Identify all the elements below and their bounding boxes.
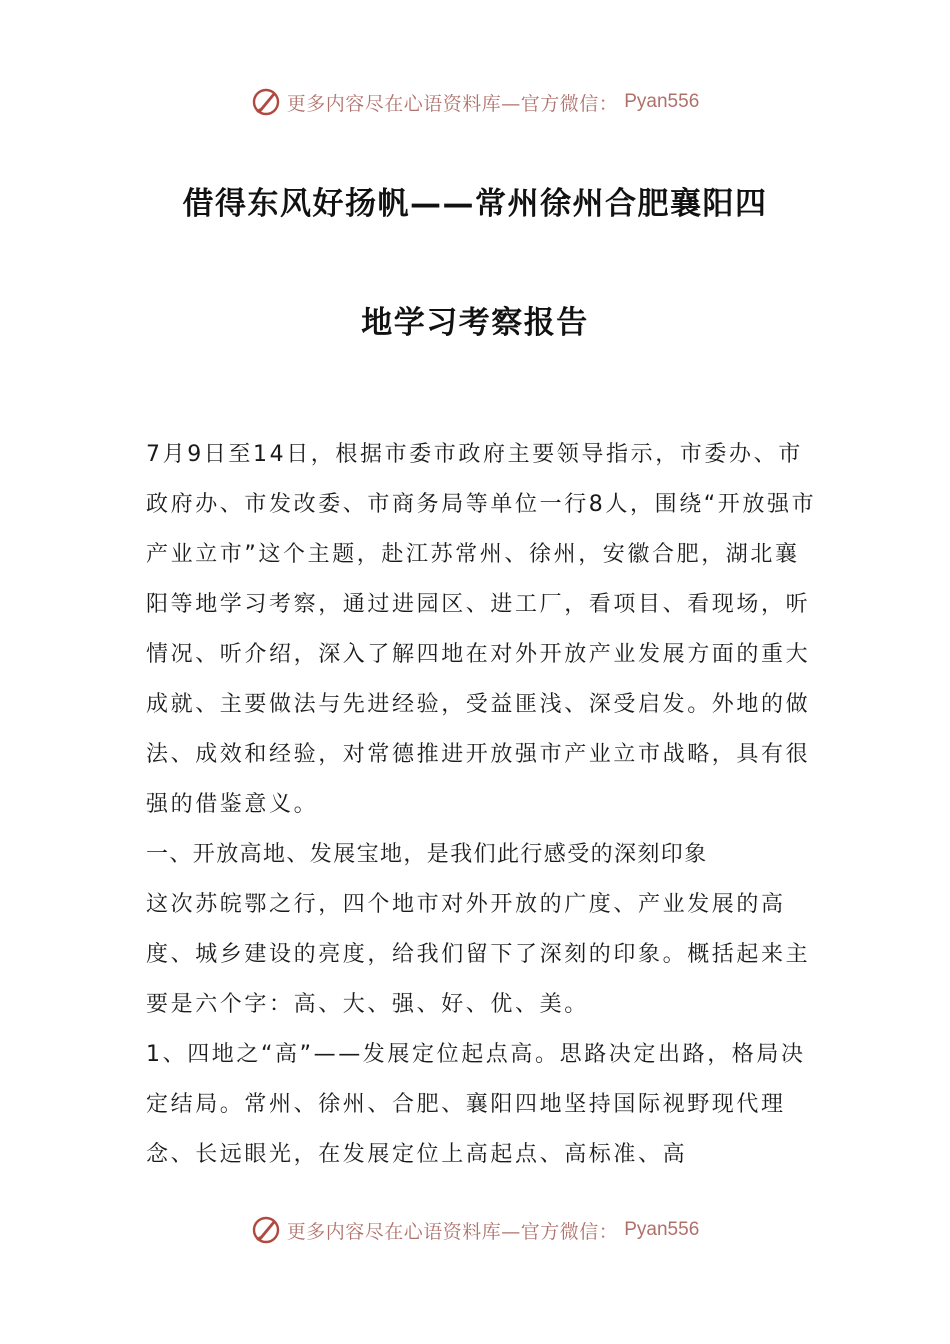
watermark-banner-bottom bbox=[0, 1210, 950, 1250]
watermark-banner-top bbox=[0, 82, 950, 122]
document-body bbox=[146, 430, 818, 1180]
watermark-contact: Pyan556 bbox=[624, 91, 700, 112]
point-paragraph: 1、四地之“高”——发展定位起点高。思路决定出路，格局决定结局。常州、徐州、合肥、襄阳四地坚持国际视野现代理念、长远眼光，在发展定位上高起点、高标准、高 bbox=[146, 1042, 806, 1167]
document-title-line-1: 借得东风好扬帆——常州徐州合肥襄阳四 bbox=[182, 186, 768, 222]
section-paragraph: 这次苏皖鄂之行，四个地市对外开放的广度、产业发展的高度、城乡建设的亮度，给我们留下了深刻的印象。概括起来主要是六个字：高、大、强、好、优、美。 bbox=[146, 892, 811, 1017]
document-title-line-2: 地学习考察报告 bbox=[361, 305, 589, 341]
section-heading: 一、开放高地、发展宝地，是我们此行感受的深刻印象 bbox=[146, 842, 708, 867]
intro-paragraph: 7月9日至14日，根据市委市政府主要领导指示，市委办、市政府办、市发改委、市商务局等单位一行8人，围绕“开放强市产业立市”这个主题，赴江苏常州、徐州，安徽合肥，湖北襄阳等地学习考察，通过进园区、进工厂，看项目、看现场，听情况、听介绍，深入了解四地在对外开放产业发展方面的重大成就、主要做法与先进经验，受益匪浅、深受启发。外地的做法、成效和经验，对常德推进开放强市产业立市战略，具有很强的借鉴意义。 bbox=[146, 442, 817, 817]
quill-logo-icon bbox=[251, 1215, 281, 1245]
quill-logo-icon bbox=[251, 87, 281, 117]
watermark-contact: Pyan556 bbox=[624, 1219, 700, 1240]
watermark-text: 更多内容尽在心语资料库—官方微信： bbox=[286, 92, 619, 115]
watermark-text: 更多内容尽在心语资料库—官方微信： bbox=[286, 1220, 619, 1243]
